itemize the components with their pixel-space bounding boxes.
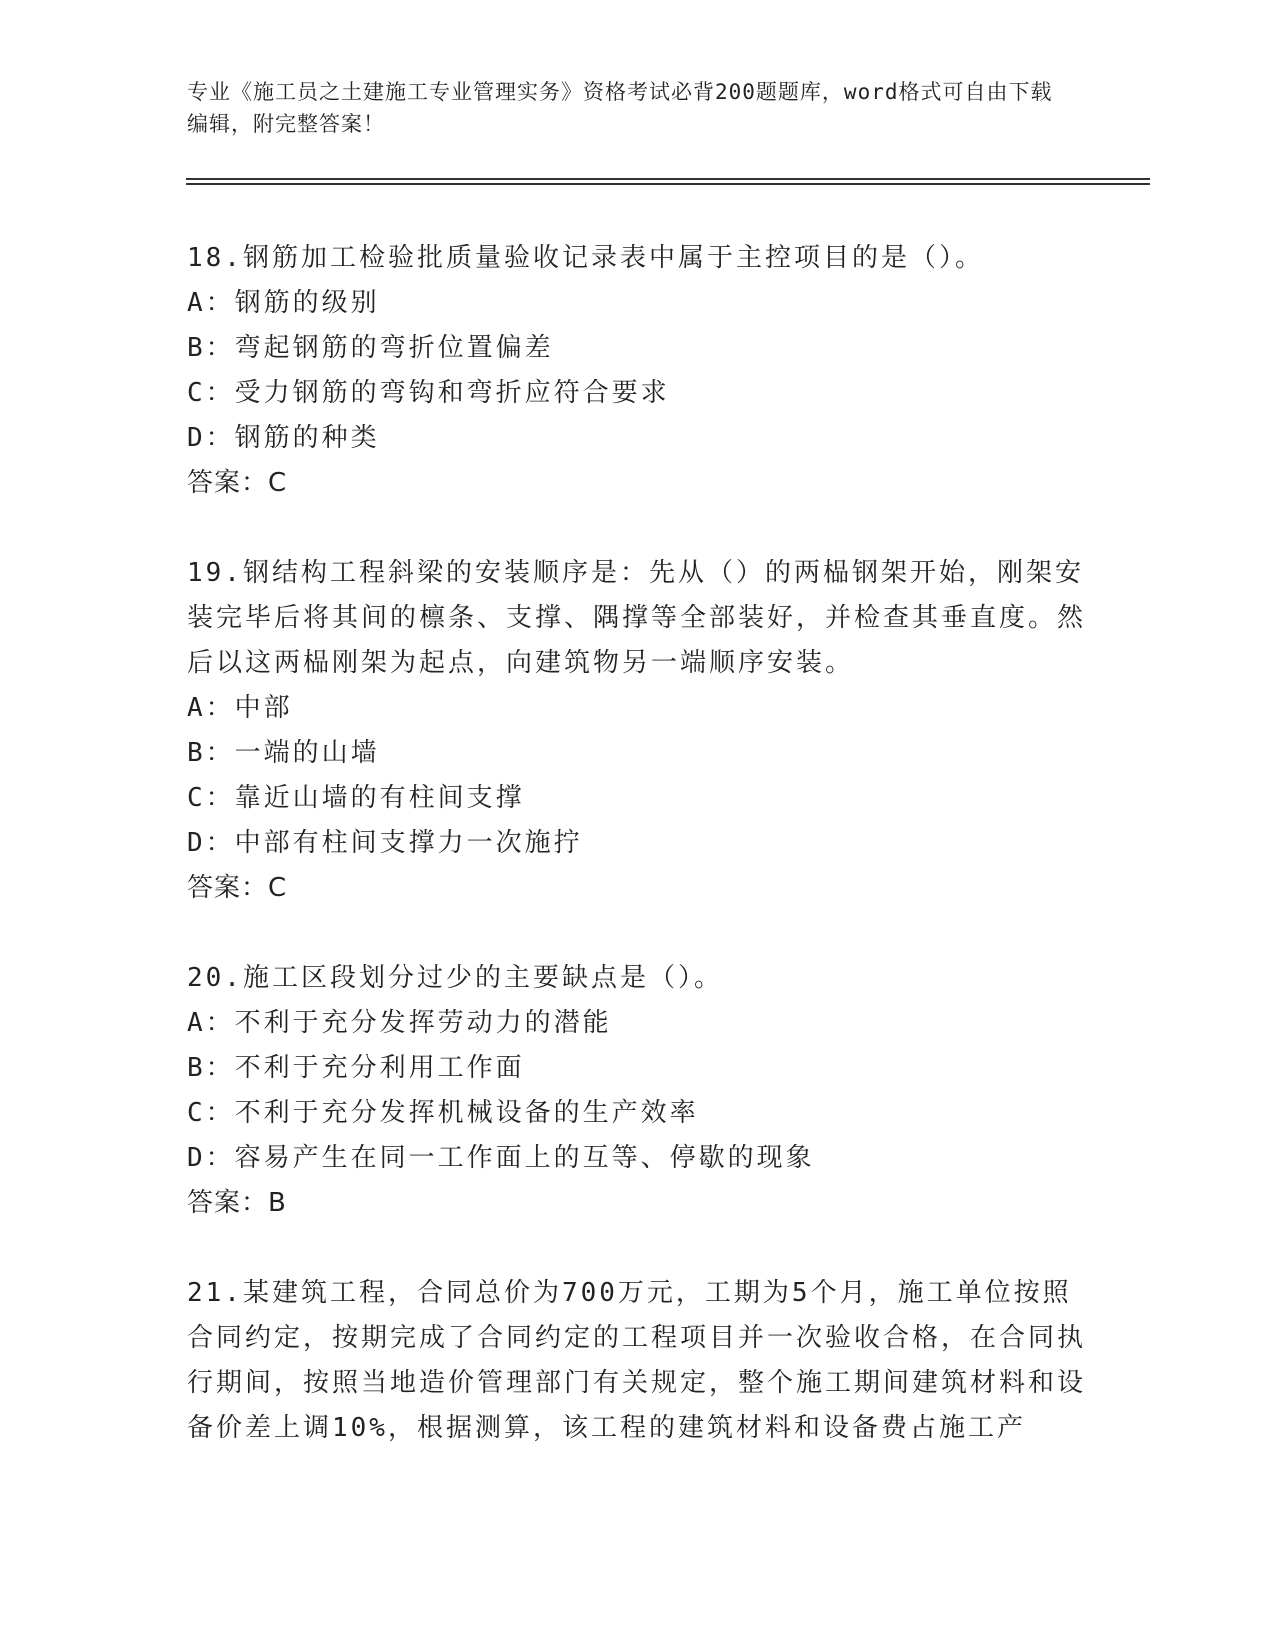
answer: 答案：C — [187, 468, 288, 498]
option-c: C：不利于充分发挥机械设备的生产效率 — [187, 1098, 699, 1128]
question-stem: 21.某建筑工程，合同总价为700万元，工期为5个月，施工单位按照合同约定，按期完成了合同约定的工程项目并一次验收合格，在合同执行期间，按照当地造价管理部门有关规定，整个施工期间建筑材料和设备价差上调10%，根据测算，该工程的建筑材料和设备费占施工产 — [187, 1278, 1087, 1443]
option-d: D：容易产生在同一工作面上的互等、停歇的现象 — [187, 1143, 815, 1173]
option-b: B：弯起钢筋的弯折位置偏差 — [187, 333, 554, 363]
option-b: B：不利于充分利用工作面 — [187, 1053, 525, 1083]
question-19 — [187, 551, 1087, 911]
answer: 答案：B — [187, 1188, 287, 1218]
question-18 — [187, 236, 1087, 506]
option-c: C：靠近山墙的有柱间支撑 — [187, 783, 525, 813]
question-list — [187, 236, 1087, 1496]
question-20 — [187, 956, 1087, 1226]
question-stem: 18.钢筋加工检验批质量验收记录表中属于主控项目的是（）。 — [187, 243, 984, 273]
option-d: D：钢筋的种类 — [187, 423, 380, 453]
option-c: C：受力钢筋的弯钩和弯折应符合要求 — [187, 378, 670, 408]
question-21 — [187, 1271, 1087, 1451]
document-header: 专业《施工员之土建施工专业管理实务》资格考试必背200题题库，word格式可自由下载编辑，附完整答案！ — [187, 80, 1053, 136]
answer: 答案：C — [187, 873, 288, 903]
option-a: A：钢筋的级别 — [187, 288, 380, 318]
option-d: D：中部有柱间支撑力一次施拧 — [187, 828, 583, 858]
option-b: B：一端的山墙 — [187, 738, 380, 768]
header-divider-top — [186, 178, 1150, 180]
option-a: A：不利于充分发挥劳动力的潜能 — [187, 1008, 612, 1038]
header-divider-bottom — [186, 183, 1150, 185]
question-stem: 19.钢结构工程斜梁的安装顺序是：先从（）的两榀钢架开始，刚架安装完毕后将其间的檩条、支撑、隅撑等全部装好，并检查其垂直度。然后以这两榀刚架为起点，向建筑物另一端顺序安装。 — [187, 558, 1087, 678]
option-a: A：中部 — [187, 693, 293, 723]
question-stem: 20.施工区段划分过少的主要缺点是（）。 — [187, 963, 723, 993]
